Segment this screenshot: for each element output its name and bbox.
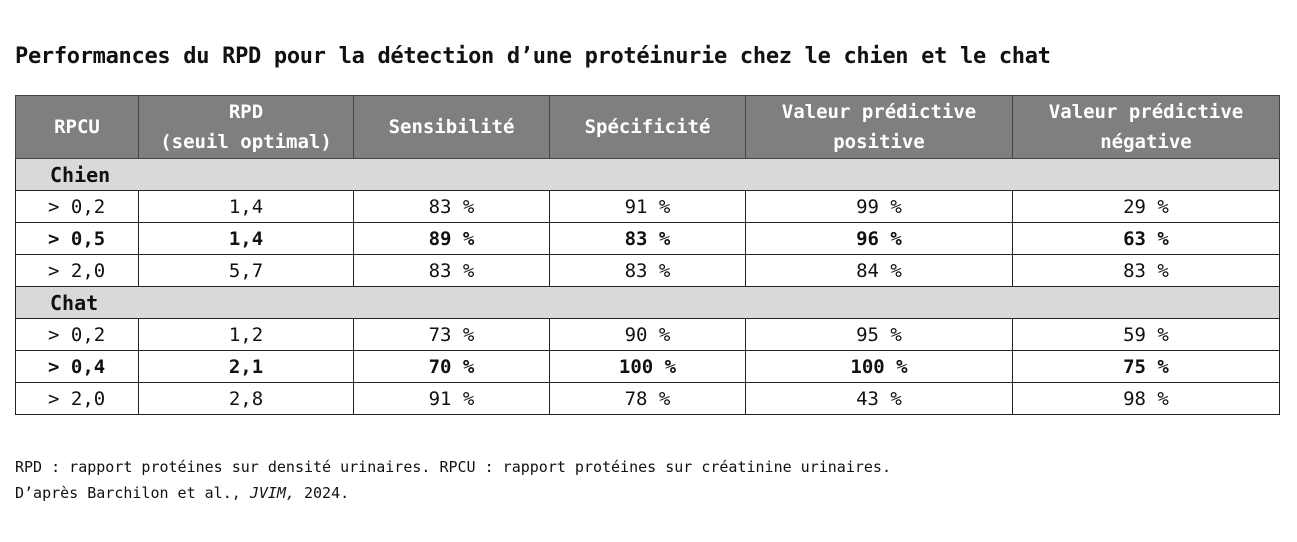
cell-vpn: 63 %: [1013, 223, 1280, 255]
cell-sensibilite: 70 %: [354, 351, 550, 383]
cell-rpcu: > 2,0: [16, 383, 139, 415]
cell-specificite: 78 %: [550, 383, 746, 415]
cell-sensibilite: 73 %: [354, 319, 550, 351]
cell-vpp: 84 %: [746, 255, 1013, 287]
table-title: Performances du RPD pour la détection d’une protéinurie chez le chien et le chat: [15, 44, 1051, 69]
group-label: Chien: [16, 159, 1280, 191]
cell-rpcu: > 0,4: [16, 351, 139, 383]
source-prefix: D’après Barchilon et al.,: [15, 484, 250, 502]
header-specificite-line1: Spécificité: [584, 116, 711, 138]
header-rpd-line2: (seuil optimal): [160, 131, 332, 153]
table-row: [16, 383, 1280, 415]
source-year: 2024.: [294, 484, 350, 502]
cell-rpd: 2,8: [139, 383, 354, 415]
cell-vpp: 95 %: [746, 319, 1013, 351]
table-row: [16, 319, 1280, 351]
cell-rpd: 1,4: [139, 223, 354, 255]
header-rpd-line1: RPD: [228, 101, 264, 123]
cell-vpp: 43 %: [746, 383, 1013, 415]
header-vpn: [1013, 96, 1280, 159]
cell-rpd: 1,4: [139, 191, 354, 223]
header-sensibilite-line1: Sensibilité: [388, 116, 515, 138]
cell-rpcu: > 0,2: [16, 319, 139, 351]
cell-specificite: 91 %: [550, 191, 746, 223]
header-rpd: [139, 96, 354, 159]
cell-sensibilite: 89 %: [354, 223, 550, 255]
table-row: [16, 223, 1280, 255]
cell-sensibilite: 91 %: [354, 383, 550, 415]
cell-rpd: 5,7: [139, 255, 354, 287]
group-row-chat: [16, 287, 1280, 319]
header-vpn-line1: Valeur prédictive: [1048, 101, 1244, 123]
cell-rpd: 2,1: [139, 351, 354, 383]
cell-vpn: 98 %: [1013, 383, 1280, 415]
footnote-source: [15, 480, 891, 506]
cell-specificite: 83 %: [550, 255, 746, 287]
header-row: [16, 96, 1280, 159]
cell-rpcu: > 0,2: [16, 191, 139, 223]
cell-vpn: 75 %: [1013, 351, 1280, 383]
cell-vpp: 96 %: [746, 223, 1013, 255]
cell-sensibilite: 83 %: [354, 191, 550, 223]
header-specificite: [550, 96, 746, 159]
header-vpp-line1: Valeur prédictive: [781, 101, 977, 123]
cell-specificite: 83 %: [550, 223, 746, 255]
cell-rpcu: > 2,0: [16, 255, 139, 287]
cell-sensibilite: 83 %: [354, 255, 550, 287]
cell-vpp: 100 %: [746, 351, 1013, 383]
cell-vpn: 29 %: [1013, 191, 1280, 223]
table-footnotes: [15, 454, 891, 506]
cell-vpp: 99 %: [746, 191, 1013, 223]
header-rpcu-line1: RPCU: [54, 116, 100, 138]
footnote-abbreviations: RPD : rapport protéines sur densité urinaires. RPCU : rapport protéines sur créatinine urinaires.: [15, 458, 891, 476]
header-vpp: [746, 96, 1013, 159]
cell-rpd: 1,2: [139, 319, 354, 351]
group-row-chien: [16, 159, 1280, 191]
source-journal: JVIM,: [249, 484, 295, 502]
performance-table: [15, 95, 1280, 415]
header-vpn-line2: négative: [1100, 131, 1192, 153]
header-sensibilite: [354, 96, 550, 159]
table-row: [16, 191, 1280, 223]
cell-rpcu: > 0,5: [16, 223, 139, 255]
header-rpcu: [16, 96, 139, 159]
group-label: Chat: [16, 287, 1280, 319]
table-row: [16, 351, 1280, 383]
cell-vpn: 83 %: [1013, 255, 1280, 287]
table-row: [16, 255, 1280, 287]
cell-specificite: 90 %: [550, 319, 746, 351]
header-vpp-line2: positive: [833, 131, 925, 153]
cell-vpn: 59 %: [1013, 319, 1280, 351]
cell-specificite: 100 %: [550, 351, 746, 383]
